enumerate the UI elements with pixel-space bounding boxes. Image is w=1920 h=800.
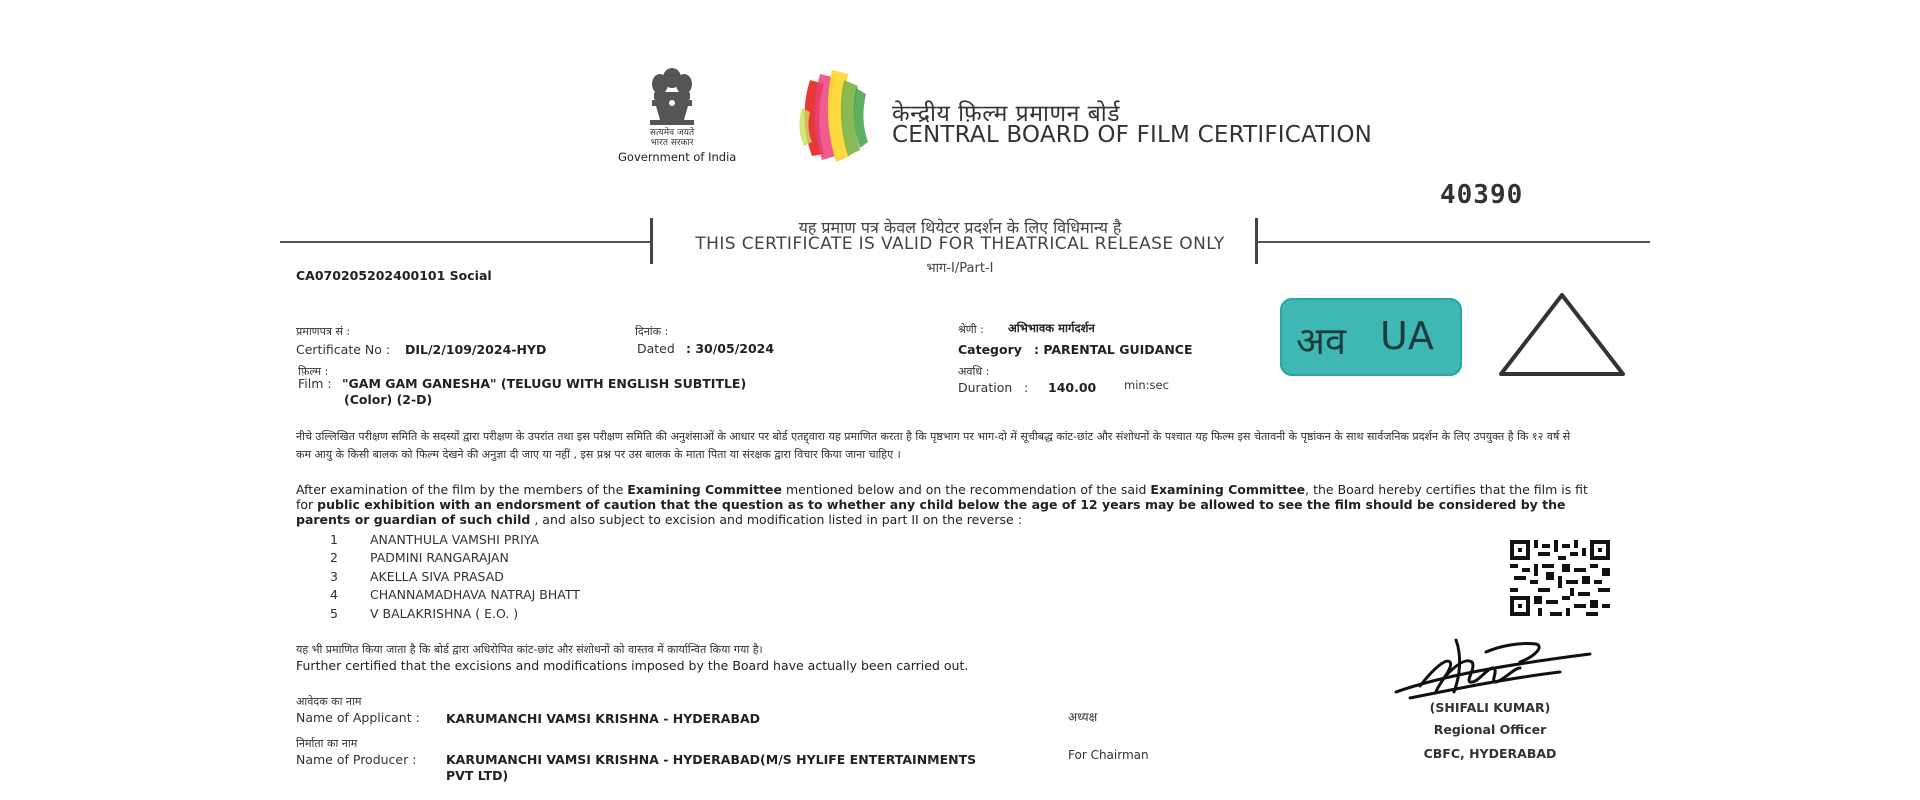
film-format: (Color) (2-D) xyxy=(344,392,433,407)
officer-office: CBFC, HYDERABAD xyxy=(1423,746,1557,761)
applicant-value: KARUMANCHI VAMSI KRISHNA - HYDERABAD xyxy=(446,711,761,726)
divider-left xyxy=(280,241,650,243)
emblem-label-hindi: भारत सरकार xyxy=(650,138,694,148)
cbfc-logo-icon xyxy=(790,58,880,168)
reference-id: CA070205202400101 Social xyxy=(296,268,492,283)
date-value: : 30/05/2024 xyxy=(686,341,775,356)
producer-value-cont: PVT LTD) xyxy=(446,768,509,783)
validity-statement: THIS CERTIFICATE IS VALID FOR THEATRICAL RELEASE ONLY xyxy=(695,234,1225,254)
officer-name: (SHIFALI KUMAR) xyxy=(1429,700,1551,715)
certificate-serial: 40390 xyxy=(1440,180,1524,210)
lion-capital-icon xyxy=(644,64,700,128)
certification-paragraph-hindi: नीचे उल्लिखित परीक्षण समिति के सदस्यों द्वारा परीक्षण के उपरांत तथा इस परीक्षण समिति की अनुशंसाओं के आधार पर बोर्ड एतद्द्वारा यह प्रमाणित करता है कि पृष्ठभाग पर भाग-दो में सूचीबद्ध कांट-छांट और संशोधनों के पश्चात यह फिल्म इस चेतावनी के पृष्ठांकन के साथ सार्वजनिक प्रदर्शन के लिए उपयुक्त है कि १२ वर्ष से कम आयु के किसी बालक को फिल्म देखने की अनुज्ञा दी जाए या नहीं , इस प्रश्न पर उस बालक के माता पिता या संरक्षक द्वारा विचार किया जाना चाहिए । xyxy=(296,430,1571,461)
certificate-no-value: DIL/2/109/2024-HYD xyxy=(405,342,547,357)
chairman-label: For Chairman xyxy=(1068,748,1149,762)
further-certification-hindi: यह भी प्रमाणित किया जाता है कि बोर्ड द्वारा अधिरोपित कांट-छांट और संशोधनों को वास्तव में कार्यान्वित किया गया है। xyxy=(296,643,763,656)
date-label-hindi: दिनांक : xyxy=(635,325,669,338)
category-label-hindi: श्रेणी : xyxy=(958,323,984,336)
applicant-label: Name of Applicant : xyxy=(296,710,420,725)
further-certification: Further certified that the excisions and modifications imposed by the Board have actually been carried out. xyxy=(296,658,969,673)
emblem-label: Government of India xyxy=(618,150,737,164)
duration-label: Duration xyxy=(958,380,1013,395)
category-value-hindi: अभिभावक मार्गदर्शन xyxy=(1008,321,1095,335)
part-label: भाग-I/Part-I xyxy=(926,261,994,276)
producer-label-hindi: निर्माता का नाम xyxy=(296,737,358,750)
producer-label: Name of Producer : xyxy=(296,752,417,767)
certificate-no-label: Certificate No : xyxy=(296,342,391,357)
rating-badge xyxy=(1280,298,1462,376)
film-label-hindi: फ़िल्म : xyxy=(298,365,329,378)
applicant-label-hindi: आवेदक का नाम xyxy=(296,695,362,708)
category-label: Category xyxy=(958,342,1022,357)
duration-label-hindi: अवधि : xyxy=(958,365,990,378)
certification-paragraph: After examination of the film by the members of the Examining Committee mentioned below and on the recommendation of the said Examining Committee, the Board hereby certifies that the film is fit for public exhibition with an endorsment of caution that the question as to whether any child below the age of 12 years may be allowed to see the film should be considered by the parents or guardian of such child , and also subject to excision and modification listed in part II on the reverse : xyxy=(296,482,1588,527)
duration-value: 140.00 xyxy=(1048,380,1097,395)
rating-hindi: अव xyxy=(1296,319,1347,363)
certificate-no-label-hindi: प्रमाणपत्र सं : xyxy=(296,325,351,338)
qr-code-icon[interactable] xyxy=(1510,540,1610,616)
emblem-motto: सत्यमेव जयते xyxy=(649,128,695,138)
rating-code: UA xyxy=(1380,314,1434,358)
category-value: : PARENTAL GUIDANCE xyxy=(1034,342,1193,357)
producer-value: KARUMANCHI VAMSI KRISHNA - HYDERABAD(M/S HYLIFE ENTERTAINMENTS xyxy=(446,752,977,767)
date-label: Dated xyxy=(637,341,675,356)
film-label: Film : xyxy=(298,376,332,391)
divider-right xyxy=(1258,241,1650,243)
duration-colon: : xyxy=(1024,380,1029,395)
film-title: "GAM GAM GANESHA" (TELUGU WITH ENGLISH SUBTITLE) xyxy=(342,376,747,391)
triangle-symbol-icon xyxy=(1495,290,1629,380)
board-name: CENTRAL BOARD OF FILM CERTIFICATION xyxy=(892,122,1373,148)
duration-unit: min:sec xyxy=(1124,378,1169,392)
board-name-hindi: केन्द्रीय फ़िल्म प्रमाणन बोर्ड xyxy=(892,101,1121,127)
signature-icon xyxy=(1390,628,1600,708)
officer-title: Regional Officer xyxy=(1433,722,1547,737)
state-emblem xyxy=(618,64,737,174)
validity-hindi: यह प्रमाण पत्र केवल थियेटर प्रदर्शन के लिए विधिमान्य है xyxy=(798,218,1122,237)
chairman-label-hindi: अध्यक्ष xyxy=(1068,710,1098,724)
